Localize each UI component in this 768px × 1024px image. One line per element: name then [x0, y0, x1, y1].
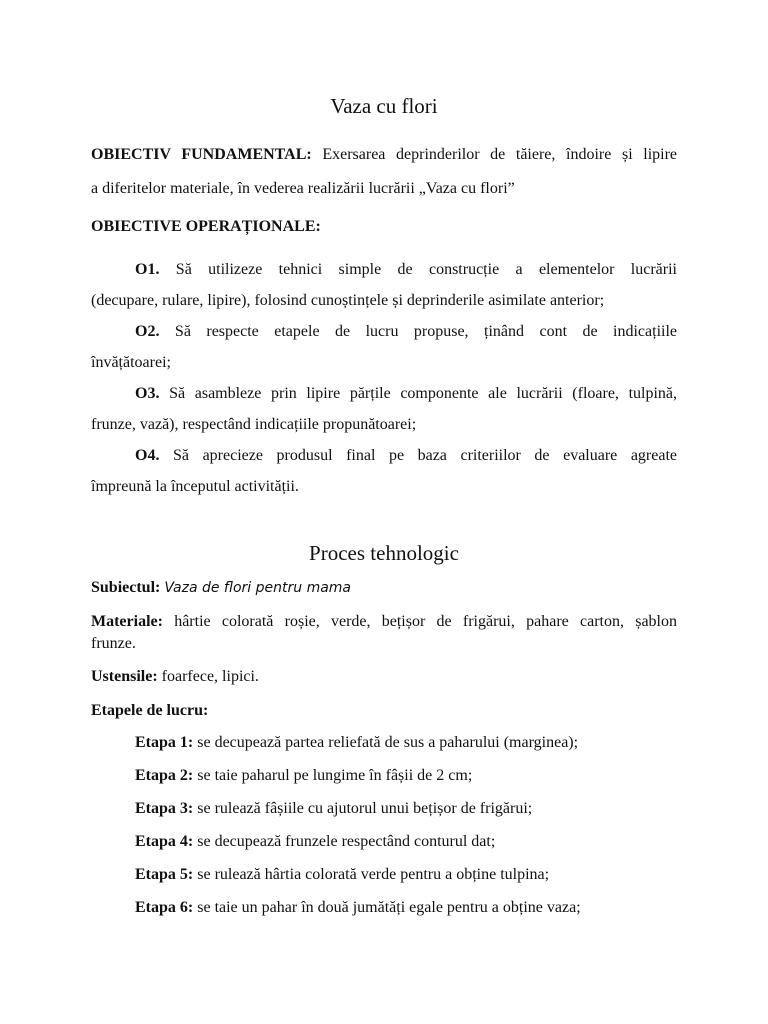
objectiv-fundamental-text2: a diferitelor materiale, în vederea realizării lucrării „Vaza cu flori”: [91, 180, 515, 197]
materiale-text1: hârtie colorată roșie, verde, bețișor de frigărui, pahare carton, șablon: [174, 613, 677, 630]
objectiv-fundamental-label: OBIECTIV FUNDAMENTAL:: [91, 146, 312, 163]
subiectul-row: [91, 580, 351, 596]
objective-o4-line1: [135, 448, 677, 464]
ustensile-row: [91, 669, 259, 685]
etapa-row: [135, 735, 578, 751]
materiale-line1: [91, 614, 677, 630]
etapa-label: Etapa 6:: [135, 899, 194, 916]
objective-o2-text1: Să respecte etapele de lucru propuse, ținând cont de indicațiile: [174, 323, 678, 340]
objectiv-fundamental-line1: [91, 147, 677, 163]
etapa-label: Etapa 3:: [135, 800, 194, 817]
objective-o1-code: O1.: [135, 261, 160, 278]
etapa-label: Etapa 2:: [135, 767, 194, 784]
etapa-row: [135, 768, 472, 784]
materiale-text2: frunze.: [91, 635, 136, 652]
objective-o1-line1: [135, 262, 677, 278]
etapele-label: [91, 703, 208, 719]
etapa-text: se decupează partea reliefată de sus a paharului (marginea);: [197, 734, 579, 751]
objective-o3-line1: [135, 386, 677, 402]
objective-o3-text1: Să asambleze prin lipire părțile componente ale lucrării (floare, tulpină,: [169, 385, 677, 402]
objectiv-fundamental-text1: Exersarea deprinderilor de tăiere, îndoire și lipire: [322, 146, 678, 163]
section-title-proces-tehnologic: Proces tehnologic: [309, 541, 459, 565]
etapa-row: [135, 801, 532, 817]
objective-o4-text2: împreună la începutul activității.: [91, 478, 299, 495]
ustensile-label: Ustensile:: [91, 668, 158, 685]
etapa-label: Etapa 5:: [135, 866, 194, 883]
objective-o2-line1: [135, 324, 677, 340]
obiective-operationale-heading: OBIECTIVE OPERAȚIONALE:: [91, 218, 321, 235]
objective-o3-text2: frunze, vază), respectând indicațiile propunătoarei;: [91, 416, 417, 433]
materiale-label: Materiale:: [91, 613, 163, 630]
objective-o2-code: O2.: [135, 323, 160, 340]
obiective-operationale-label: [91, 219, 321, 235]
ustensile-value: foarfece, lipici.: [161, 668, 259, 685]
etapa-row: [135, 867, 549, 883]
subiectul-label: Subiectul:: [91, 579, 161, 596]
page-title: Vaza cu flori: [330, 94, 438, 118]
subiectul-value: Vaza de flori pentru mama: [164, 580, 352, 596]
objective-o2-text2: învățătoarei;: [91, 354, 171, 371]
etapa-label: Etapa 4:: [135, 833, 194, 850]
objective-o3-code: O3.: [135, 385, 160, 402]
etapa-text: se taie paharul pe lungime în fâșii de 2 cm;: [197, 767, 473, 784]
etapa-row: [135, 834, 495, 850]
etapa-row: [135, 900, 581, 916]
objective-o1-text2: (decupare, rulare, lipire), folosind cunoștințele și deprinderile asimilate anterior;: [91, 292, 605, 309]
objective-o1-text1: Să utilizeze tehnici simple de construcție a elementelor lucrării: [175, 261, 678, 278]
etapa-text: se rulează fâșiile cu ajutorul unui bețișor de frigărui;: [197, 800, 533, 817]
objective-o4-code: O4.: [135, 447, 160, 464]
etapa-text: se decupează frunzele respectând conturul dat;: [197, 833, 496, 850]
etapele-heading: Etapele de lucru:: [91, 702, 209, 719]
etapa-label: Etapa 1:: [135, 734, 194, 751]
etapa-text: se taie un pahar în două jumătăți egale pentru a obține vaza;: [197, 899, 581, 916]
objective-o4-text1: Să aprecieze produsul final pe baza criteriilor de evaluare agreate: [173, 447, 678, 464]
etapa-text: se rulează hârtia colorată verde pentru a obține tulpina;: [197, 866, 550, 883]
